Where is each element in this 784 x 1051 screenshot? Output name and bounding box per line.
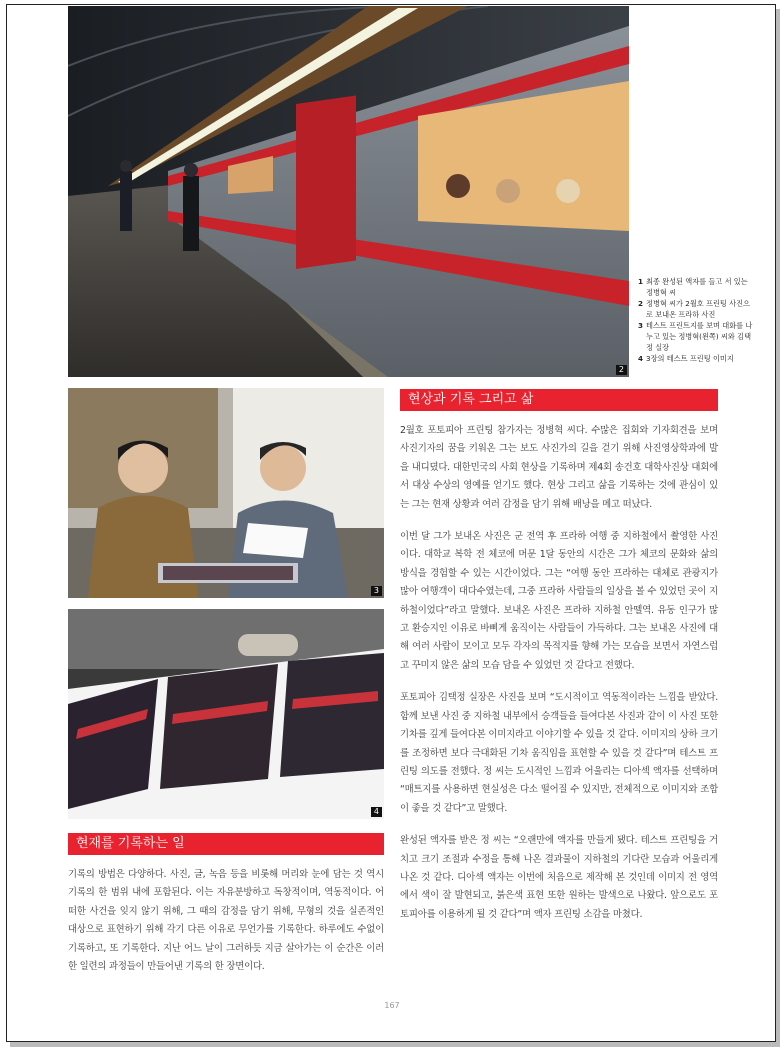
caption-number: 4: [638, 354, 644, 363]
caption-number: 2: [638, 299, 644, 308]
paragraph: 기록의 방법은 다양하다. 사진, 글, 녹음 등을 비롯해 머리와 눈에 담는 것 역시 기록의 한 범위 내에 포함된다. 이는 자유분방하고 독창적이며, 역동적이다. 어떠한 사건을 잊지 않기 위해, 그 때의 감정을 담기 위해, 무형의 것을 실존적인 대상으로 표현하기 위해 각기 다른 이유로 무언가를 기록한다. 하루에도 수없이 기록하고, 또 기록한다. 지난 어느 날이 그러하듯 지금 살아가는 이 순간은 이러한 일련의 과정들이 만들어낸 기록의 한 장면이다.: [68, 869, 384, 973]
left-article-text: [68, 866, 384, 990]
section-title: 현상과 기록 그리고 삶: [408, 392, 534, 407]
photo-captions: [638, 276, 756, 364]
photo-two-men: [68, 388, 384, 598]
caption-text: 정병혁 씨가 2월호 프린팅 사진으로 보내온 프라하 사진: [646, 299, 750, 319]
photo-test-prints: [68, 609, 384, 819]
caption-number: 1: [638, 277, 644, 286]
paragraph: 2월호 포토피아 프린팅 참가자는 정병혁 씨다. 수많은 집회와 기자회견을 보며 사진기자의 꿈을 키워온 그는 보도 사진가의 길을 걷기 위해 사진영상학과에 발을 내디뎠다. 대한민국의 사회 현상을 기록하며 제4회 송건호 대학사진상 대회에서 대상 수상의 영예를 얻기도 했다. 현상 그리고 삶을 기록하는 것에 관심이 있는 그는 현재 상황과 여러 감정을 담기 위해 배낭을 메고 떠났다.: [400, 425, 718, 510]
caption-text: 최종 완성된 액자를 들고 서 있는 정병혁 씨: [646, 277, 748, 297]
caption-item: [638, 276, 756, 298]
caption-item: [638, 320, 756, 353]
paragraph: 이번 달 그가 보내온 사진은 군 전역 후 프라하 여행 중 지하철에서 촬영한 사진이다. 대학교 복학 전 체코에 머문 1달 동안의 시간은 그가 체코의 문화와 삶의 방식을 경험할 수 있는 시간이었다. 그는 “여행 동안 프라하는 대체로 관광지가 많아 여행객이 대다수였는데, 그중 프라하 사람들의 일상을 볼 수 있었던 곳이 지하철이었다”라고 말했다. 보내온 사진은 프라하 지하철 안뗄역. 유동 인구가 많고 환승지인 이유로 바삐게 움직이는 사람들이 가득하다. 그는 보내온 사진에 대해 여러 사람이 모이고 모두 각자의 목적지를 향해 가는 모습을 보면서 자연스럽고 꾸미지 않은 삶의 모습 담을 수 있었던 것 같다고 전했다.: [400, 531, 718, 671]
caption-text: 3장의 테스트 프린팅 이미지: [646, 354, 734, 363]
section-title-bar: [400, 389, 718, 411]
subway-train-illustration: [68, 6, 629, 377]
caption-number: 3: [638, 321, 644, 330]
caption-item: [638, 353, 756, 364]
section-title-bar: [68, 833, 384, 855]
test-prints-illustration: [68, 609, 384, 819]
caption-text: 테스트 프린트지를 보며 대화를 나누고 있는 정병혁(왼쪽) 씨와 김택정 실장: [646, 321, 753, 352]
photo-subway-train: [68, 6, 629, 377]
paragraph: 완성된 액자를 받은 정 씨는 “오랜만에 액자를 만들게 됐다. 테스트 프린팅을 거치고 크기 조절과 수정을 통해 나온 결과물이 지하철의 기다란 모습과 어울리게 나온 것 같다. 디아섹 액자는 이번에 처음으로 제작해 본 것인데 이미지 전 영역에서 색이 잘 발현되고, 붉은색 표현 또한 원하는 발색으로 나왔다. 앞으로도 포토피아를 이용하게 될 것 같다”며 액자 프린팅 소감을 마쳤다.: [400, 835, 718, 920]
photo-number: 2: [616, 365, 627, 375]
caption-item: [638, 298, 756, 320]
photo-number: 3: [371, 586, 382, 596]
photo-number: 4: [371, 807, 382, 817]
two-men-illustration: [68, 388, 384, 598]
paragraph: 포토피아 김택정 실장은 사진을 보며 “도시적이고 역동적이라는 느낌을 받았다. 함께 보낸 사진 중 지하철 내부에서 승객들을 들여다본 사진과 같이 이 사진 또한 기차를 깊게 들여다본 이미지라고 이야기할 수 있을 것 같다. 이미지의 상하 크기를 조정하면 보다 극대화된 기차 움직임을 표현할 수 있을 것 같다”며 테스트 프린팅 의도를 전했다. 정 씨는 도시적인 느낌과 어울리는 디아섹 액자를 선택하며 “매트지를 사용하면 현실성은 다소 떨어질 수 있지만, 전체적으로 이미지와 조합이 좋을 것 같다”고 말했다.: [400, 692, 718, 814]
page-number: 167: [384, 1001, 400, 1010]
right-article-text: [400, 422, 718, 938]
section-title: 현재를 기록하는 일: [76, 836, 185, 851]
